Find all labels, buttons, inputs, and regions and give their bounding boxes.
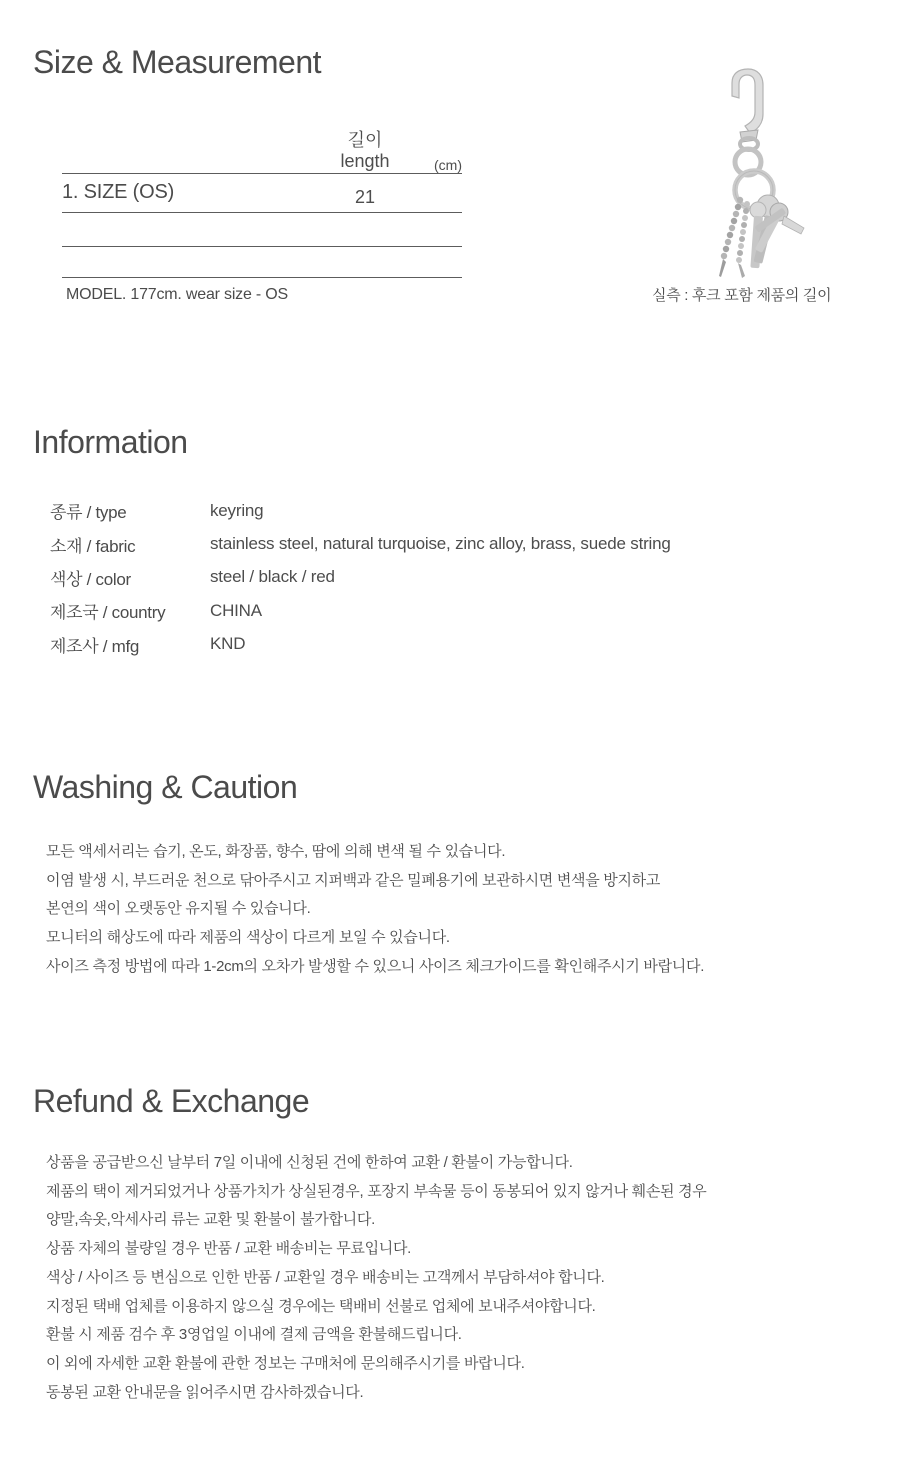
refund-line: 양말,속옷,악세사리 류는 교환 및 환불이 불가합니다. (46, 1211, 375, 1229)
table-divider (62, 277, 462, 278)
measurement-unit-label: (cm) (434, 157, 462, 173)
info-label: 제조사 / mfg (50, 636, 140, 656)
caution-line: 이염 발생 시, 부드러운 천으로 닦아주시고 지퍼백과 같은 밀폐용기에 보관하시면 변색을 방지하고 (46, 871, 661, 889)
caution-line: 모니터의 해상도에 따라 제품의 색상이 다르게 보일 수 있습니다. (46, 929, 450, 947)
washing-caution-title: Washing & Caution (33, 769, 298, 805)
info-label: 색상 / color (50, 569, 131, 589)
refund-exchange-text (46, 1149, 866, 1407)
model-size-note: MODEL. 177cm. wear size - OS (66, 286, 289, 303)
column-header-korean: 길이 (347, 130, 383, 150)
table-divider (62, 246, 462, 247)
refund-line: 동봉된 교환 안내문을 읽어주시면 감사하겠습니다. (46, 1383, 364, 1401)
info-row-country (50, 594, 830, 627)
keyring-product-image (688, 66, 812, 280)
refund-line: 색상 / 사이즈 등 변심으로 인한 반품 / 교환일 경우 배송비는 고객께서 부담하셔야 합니다. (46, 1268, 605, 1286)
measurement-table (62, 130, 462, 290)
info-row-mfg (50, 628, 830, 661)
information-table (50, 494, 830, 661)
size-row-value: 21 (354, 187, 376, 207)
info-value: CHINA (210, 600, 262, 620)
column-header-english: length (340, 151, 390, 171)
refund-line: 상품 자체의 불량일 경우 반품 / 교환 배송비는 무료입니다. (46, 1240, 412, 1258)
keyring-illustration (688, 66, 812, 280)
info-row-fabric (50, 527, 830, 560)
image-measure-caption: 실측 : 후크 포함 제품의 길이 (652, 287, 832, 304)
info-value: KND (210, 634, 246, 654)
info-value: keyring (210, 500, 264, 520)
refund-line: 이 외에 자세한 교환 환불에 관한 정보는 구매처에 문의해주시기를 바랍니다. (46, 1354, 525, 1372)
caution-line: 본연의 색이 오랫동안 유지될 수 있습니다. (46, 900, 311, 918)
info-label: 제조국 / country (50, 603, 166, 623)
refund-line: 제품의 택이 제거되었거나 상품가치가 상실된경우, 포장지 부속물 등이 동봉되어 있지 않거나 훼손된 경우 (46, 1182, 707, 1200)
caution-line: 사이즈 측정 방법에 따라 1-2cm의 오차가 발생할 수 있으니 사이즈 체크가이드를 확인해주시기 바랍니다. (46, 957, 705, 975)
table-divider (62, 173, 462, 174)
info-label: 소재 / fabric (50, 536, 136, 556)
size-measurement-title: Size & Measurement (33, 44, 322, 80)
information-title: Information (33, 424, 188, 460)
size-row-label: 1. SIZE (OS) (62, 181, 175, 203)
table-divider (62, 212, 462, 213)
info-row-type (50, 494, 830, 527)
info-value: stainless steel, natural turquoise, zinc alloy, brass, suede string (210, 534, 671, 554)
caution-line: 모든 액세서리는 습기, 온도, 화장품, 향수, 땀에 의해 변색 될 수 있습니다. (46, 843, 506, 860)
measurement-column-header (290, 130, 440, 172)
refund-line: 환불 시 제품 검수 후 3영업일 이내에 결제 금액을 환불해드립니다. (46, 1326, 462, 1344)
refund-line: 지정된 택배 업체를 이용하지 않으실 경우에는 택배비 선불로 업체에 보내주셔야합니다. (46, 1297, 596, 1315)
washing-caution-text (46, 838, 866, 982)
info-label: 종류 / type (50, 503, 127, 523)
info-value: steel / black / red (210, 567, 335, 587)
info-row-color (50, 561, 830, 594)
refund-exchange-title: Refund & Exchange (33, 1083, 310, 1119)
refund-line: 상품을 공급받으신 날부터 7일 이내에 신청된 건에 한하여 교환 / 환불이 가능합니다. (46, 1154, 573, 1171)
